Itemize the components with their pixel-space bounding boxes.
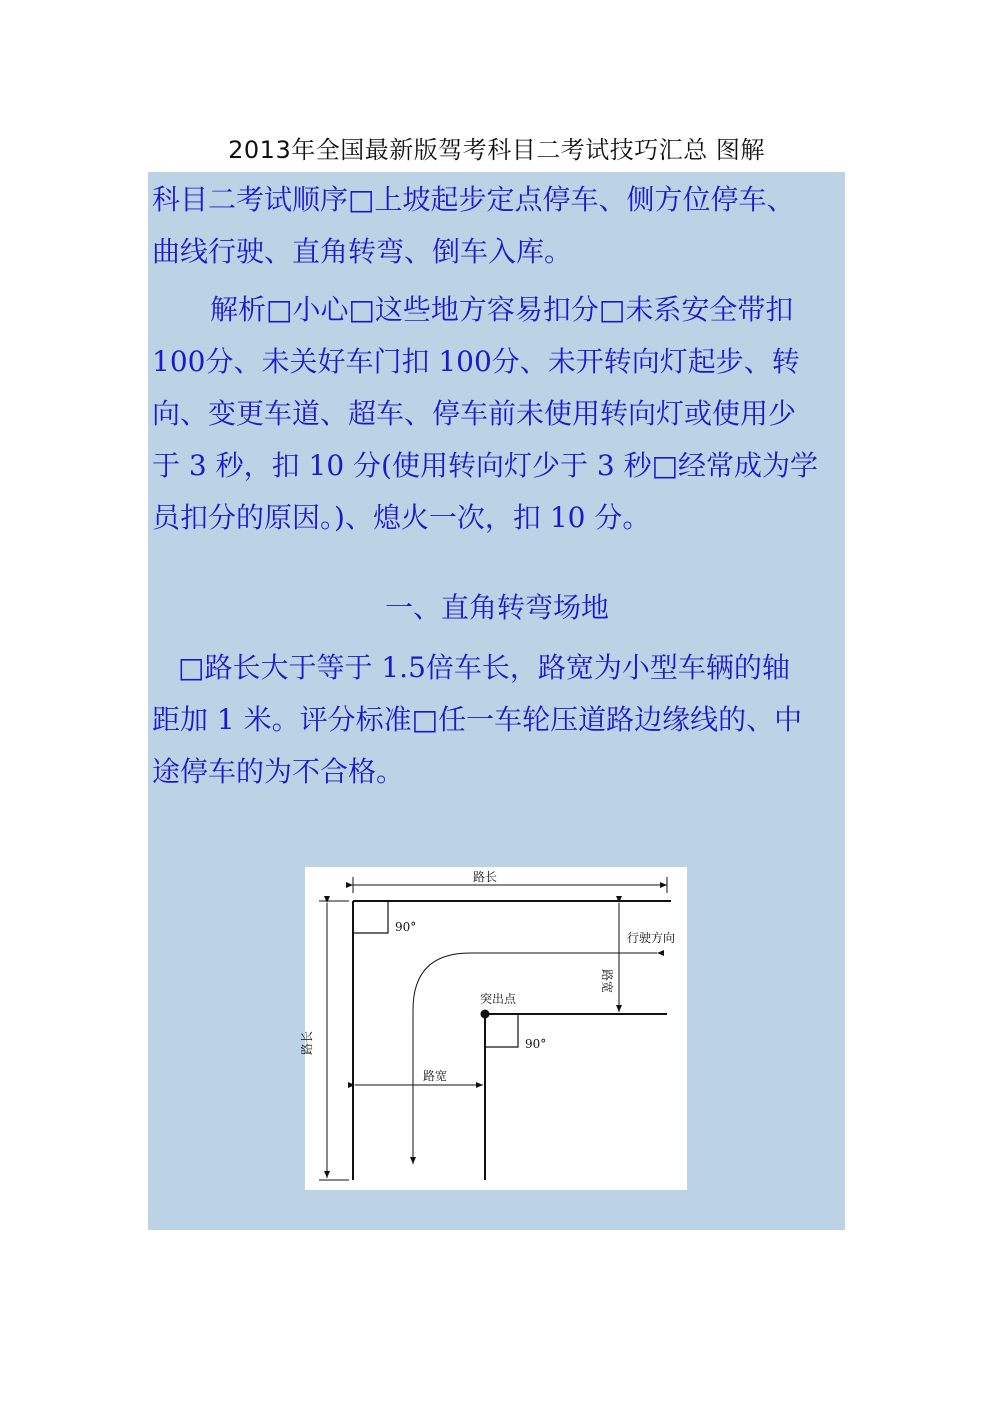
analysis-line-1: 解析□小心□这些地方容易扣分□未系安全带扣: [210, 293, 794, 326]
protrusion-label: 突出点: [480, 992, 517, 1006]
analysis-line-2: 100分、未关好车门扣 100分、未开转向灯起步、转: [152, 345, 800, 378]
corner-box-outer: [353, 901, 388, 933]
section-heading: 一、直角转弯场地: [384, 591, 609, 624]
angle-label-1: 90°: [395, 920, 417, 934]
protrusion-point: [481, 1010, 490, 1019]
paragraph-line-2: 曲线行驶、直角转弯、倒车入库。: [152, 235, 573, 268]
analysis-line-5: 员扣分的原因。)、熄火一次，扣 10 分。: [152, 501, 651, 534]
section-line-2: 距加 1 米。评分标准□任一车轮压道路边缘线的、中: [152, 703, 803, 736]
direction-label: 行驶方向: [627, 931, 676, 945]
paragraph-line-1: 科目二考试顺序□上坡起步定点停车、侧方位停车、: [152, 183, 795, 216]
angle-label-2: 90°: [525, 1037, 547, 1051]
corner-box-inner: [485, 1014, 518, 1047]
road-width-bottom-label: 路宽: [423, 1069, 448, 1083]
document-title: 2013年全国最新版驾考科目二考试技巧汇总 图解: [228, 136, 765, 164]
road-width-right-label: 路宽: [600, 969, 614, 994]
section-line-3: 途停车的为不合格。: [152, 755, 405, 788]
section-line-1: □路长大于等于 1.5倍车长，路宽为小型车辆的轴: [178, 651, 790, 684]
road-length-side-label: 路长: [300, 1030, 314, 1056]
driving-path: [413, 953, 657, 1164]
analysis-line-4: 于 3 秒，扣 10 分(使用转向灯少于 3 秒□经常成为学: [152, 449, 819, 482]
analysis-line-3: 向、变更车道、超车、停车前未使用转向灯或使用少: [152, 397, 797, 430]
right-angle-turn-diagram: [300, 867, 687, 1190]
road-length-top-label: 路长: [472, 870, 498, 884]
